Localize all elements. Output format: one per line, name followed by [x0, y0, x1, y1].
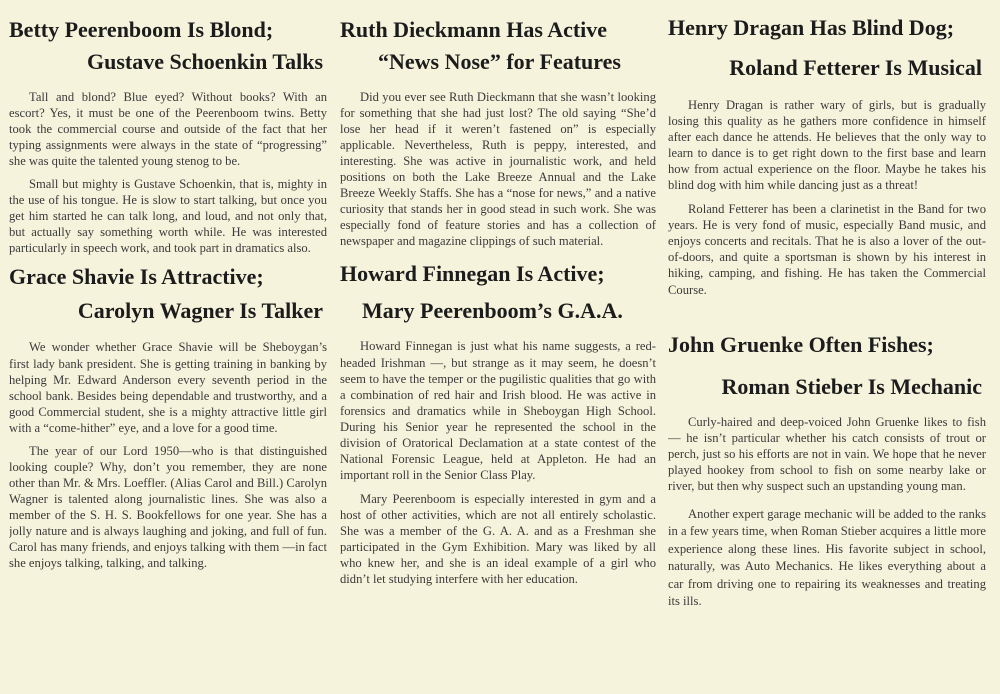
article-paragraph: Another expert garage mechanic will be added to the ranks in a few years time, when Roman Stieber acquires a little more experience along these lines. His favorite subject in school, naturally, was Auto Mechanics. He likes everything about a car from driving one to repairing its weaknesses and treating its ills. — [668, 506, 986, 609]
headline-line-2: Carolyn Wagner Is Talker — [77, 298, 323, 324]
article-shavie-wagner — [9, 262, 327, 571]
article-paragraph: Tall and blond? Blue eyed? Without books? With an escort? Yes, it must be one of the Peerenboom twins. Betty took the commercial course and outside of the fact that her typing assignments were always in the state of “progressing” she was quite the talented young stenog to be. — [9, 90, 327, 169]
column-right — [668, 0, 986, 694]
column-left — [9, 0, 327, 694]
article-paragraph: Mary Peerenboom is especially interested in gym and a host of other activities, which are not all entirely scholastic. She was a member of the G. A. A. and as a Freshman she participated in the Gym Exhibition. Mary was liked by all who knew her, and she is an ideal example of a girl who didn’t let studying interfere with her education. — [340, 491, 656, 587]
headline-line-2: Roman Stieber Is Mechanic — [721, 373, 982, 399]
article-paragraph: Did you ever see Ruth Dieckmann that she wasn’t looking for something that she had just lost? The old saying “She’d lose her head if it weren’t fastened on” is especially applicable. Nevertheless, Ruth is peppy, interested, and interesting. She was active in journalistic work, and held positions on both the Lake Breeze Annual and the Lake Breeze Weekly Staffs. She has a “nose for news,” and a native curiosity that stands her in good stead in such work. She was especially fond of feature stories and has a collection of newspaper and magazine clippings of such material. — [340, 90, 656, 249]
article-paragraph: Howard Finnegan is just what his name suggests, a red-headed Irishman —, but strange as it may seem, he doesn’t seem to have the temper or the pugilistic qualities that go with a combination of red hair and Irish blood. He was active in forensics and dramatics while in Sheboygan High School. During his Senior year he represented the school in the division of Oratorical Declamation at a state contest of the National Forensic League, held at Appleton. He had an important roll in the Senior Class Play. — [340, 339, 656, 482]
article-dieckmann — [340, 15, 656, 249]
article-paragraph: Roland Fetterer has been a clarinetist in the Band for two years. He is very fond of music, especially Band music, and enjoys concerts and recitals. That he is also a lover of the out-of-doors, and quite a sportsman is shown by his interest in hiking, camping, and fishing. He has taken the Commercial Course. — [668, 202, 986, 297]
article-paragraph: Small but mighty is Gustave Schoenkin, that is, mighty in the use of his tongue. He is slow to start talking, but once you get him started he can talk long, and loud, and not only that, but actually say something worth while. He was interested particularly in speech work, and took part in dramatics also. — [9, 177, 327, 256]
article-peerenboom-schoenkin — [9, 15, 327, 256]
article-dragan-fetterer — [668, 13, 986, 298]
article-paragraph: We wonder whether Grace Shavie will be Sheboygan’s first lady bank president. She is getting training in banking by helping Mr. Edward Anderson every seventh period in the school bank. Besides being dependable and trustworthy, and a good Commercial student, she is a mighty attractive little girl with a “come-hither” eye, and a love for a good time. — [9, 340, 327, 435]
headline-line-2: Gustave Schoenkin Talks — [87, 49, 323, 74]
article-gruenke-stieber — [668, 330, 986, 611]
article-paragraph: Henry Dragan is rather wary of girls, but is gradually losing this quality as he gathers more confidence in himself after each dance he attends. He believes that the only way to learn to dance is to get right down to the first base and learn how from actual experience on the floor. Maybe he takes his blind dog with him while dancing just as a threat! — [668, 98, 986, 193]
column-middle — [340, 0, 656, 694]
article-paragraph: The year of our Lord 1950—who is that distinguished looking couple? Why, don’t you remember, they are none other than Mr. & Mrs. Loeffler. (Alias Carol and Bill.) Carolyn Wagner is talented along journalistic lines. She was also a member of the S. H. S. Bookfellows for one year. She has a jolly nature and is always laughing and joking, and full of fun. Carol has many friends, and enjoys talking with them —in fact she enjoys talking, talking, and talking. — [9, 443, 327, 571]
headline-line-1: Betty Peerenboom Is Blond; — [9, 17, 274, 42]
headline-line-1: Henry Dragan Has Blind Dog; — [668, 15, 955, 40]
headline-line-2: “News Nose” for Features — [378, 49, 621, 74]
headline-line-1: Howard Finnegan Is Active; — [340, 261, 605, 287]
article-finnegan-peerenboom — [340, 259, 656, 587]
headline-line-1: John Gruenke Often Fishes; — [668, 331, 934, 357]
headline-line-1: Grace Shavie Is Attractive; — [9, 264, 264, 290]
headline-line-2: Mary Peerenboom’s G.A.A. — [362, 298, 623, 324]
headline-line-2: Roland Fetterer Is Musical — [729, 55, 982, 80]
article-paragraph: Curly-haired and deep-voiced John Gruenke likes to fish — he isn’t particular whether his catch consists of trout or perch, just so his efforts are not in vain. We hope that he never played hookey from school to fish on some nearby lake or river, but then why suspect such an upstanding young man. — [668, 414, 986, 493]
headline-line-1: Ruth Dieckmann Has Active — [340, 17, 608, 42]
